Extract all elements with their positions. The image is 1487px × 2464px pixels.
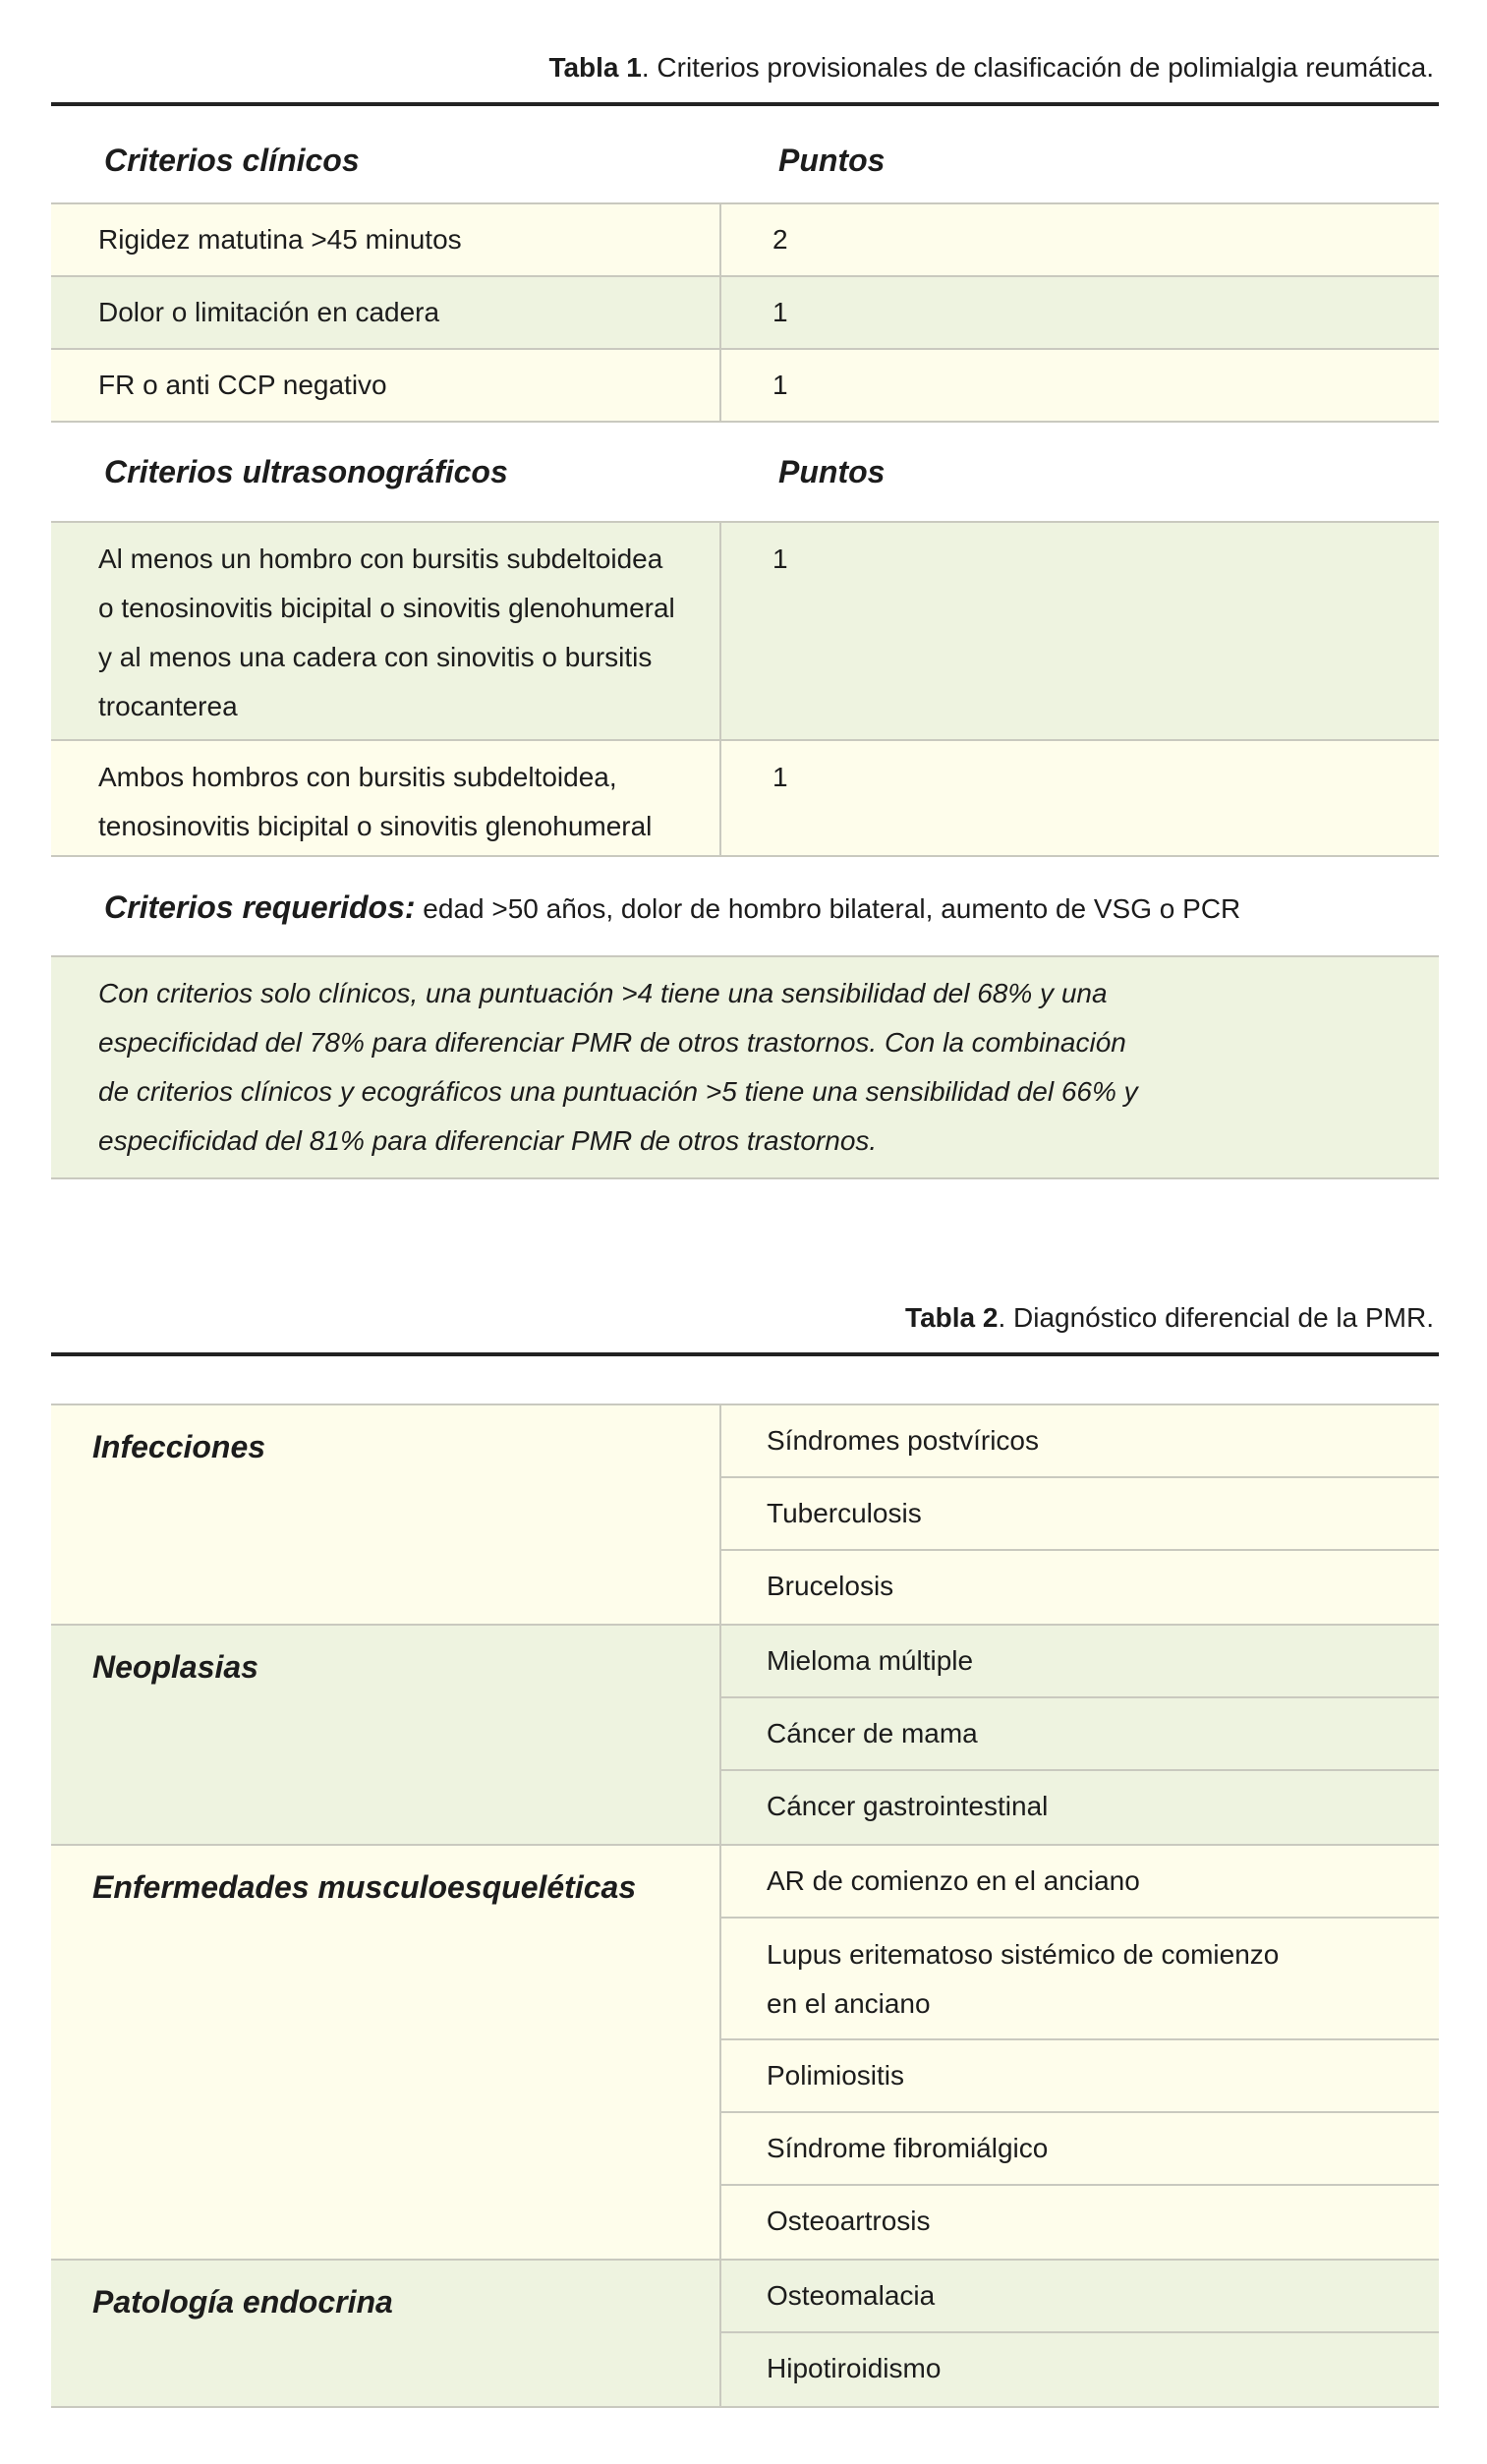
item-text: Osteomalacia: [767, 2280, 936, 2311]
list-item: [721, 1626, 1439, 1698]
clinical-header-row: [51, 106, 1439, 204]
table-row: [51, 350, 1439, 423]
group-neoplasias: [51, 1626, 1439, 1846]
criterion-line: Ambos hombros con bursitis subdeltoidea,: [98, 762, 617, 792]
table2-caption-text: . Diagnóstico diferencial de la PMR.: [998, 1302, 1434, 1333]
table1-caption-text: . Criterios provisionales de clasificación de polimialgia reumática.: [641, 52, 1434, 83]
points-cell: 1: [719, 523, 1439, 739]
list-item: [721, 2333, 1439, 2406]
item-text: Tuberculosis: [767, 1498, 922, 1528]
ultra-header-row: [51, 423, 1439, 523]
criterion-cell: Dolor o limitación en cadera: [98, 297, 440, 327]
list-item: [721, 1771, 1439, 1844]
list-item: [721, 1405, 1439, 1478]
table-row: [51, 277, 1439, 350]
criterion-cell: [51, 741, 719, 855]
ultra-header: Criterios ultrasonográficos: [104, 454, 508, 489]
list-item: [721, 2261, 1439, 2333]
item-text: Polimiositis: [767, 2060, 905, 2091]
table1-note: [51, 957, 1439, 1179]
table1-caption-label: Tabla 1: [548, 52, 642, 83]
item-text: Cáncer gastrointestinal: [767, 1791, 1049, 1821]
points-cell: 1: [719, 277, 1439, 348]
group-name: Neoplasias: [92, 1649, 258, 1685]
group-infecciones: [51, 1405, 1439, 1626]
note-line: de criterios clínicos y ecográficos una puntuación >5 tiene una sensibilidad del 66% y: [98, 1076, 1138, 1107]
group-name: Enfermedades musculoesqueléticas: [92, 1869, 637, 1905]
list-item: [721, 1919, 1439, 2040]
table1: [51, 106, 1439, 1179]
points-cell: 1: [719, 741, 1439, 855]
item-text: Síndrome fibromiálgico: [767, 2133, 1049, 2163]
group-items: [719, 1626, 1439, 1844]
criterion-line: y al menos una cadera con sinovitis o bursitis: [98, 642, 653, 672]
list-item: [721, 1698, 1439, 1771]
criterion-line: Al menos un hombro con bursitis subdeltoidea: [98, 544, 663, 574]
item-text: AR de comienzo en el anciano: [767, 1865, 1140, 1896]
list-item: [721, 1551, 1439, 1624]
group-name: Patología endocrina: [92, 2284, 393, 2320]
clinical-header: Criterios clínicos: [104, 143, 360, 178]
criterion-cell: FR o anti CCP negativo: [98, 370, 387, 400]
criterion-line: o tenosinovitis bicipital o sinovitis glenohumeral: [98, 593, 675, 623]
note-line: especificidad del 81% para diferenciar PMR de otros trastornos.: [98, 1125, 878, 1156]
table-row: [51, 741, 1439, 857]
table2-caption-label: Tabla 2: [905, 1302, 999, 1333]
table2-caption: [905, 1301, 1434, 1335]
group-endocrina: [51, 2261, 1439, 2408]
table-row: [51, 204, 1439, 277]
ultra-points-header: Puntos: [778, 454, 886, 489]
item-text: Osteoartrosis: [767, 2206, 931, 2236]
required-label: Criterios requeridos:: [104, 889, 416, 925]
group-items: [719, 1405, 1439, 1624]
required-text: edad >50 años, dolor de hombro bilateral, aumento de VSG o PCR: [415, 893, 1241, 924]
item-text-line: Lupus eritematoso sistémico de comienzo: [767, 1939, 1280, 1970]
criterion-cell: [51, 523, 719, 739]
points-header: Puntos: [778, 143, 886, 178]
group-items: [719, 2261, 1439, 2406]
points-cell: 2: [719, 204, 1439, 275]
criterion-line: trocanterea: [98, 691, 238, 721]
item-text-multiline: [721, 1919, 1439, 2029]
criterion-line: tenosinovitis bicipital o sinovitis glenohumeral: [98, 811, 653, 841]
item-text: Mieloma múltiple: [767, 1645, 974, 1676]
item-text: Hipotiroidismo: [767, 2353, 942, 2383]
item-text: Brucelosis: [767, 1571, 894, 1601]
list-item: [721, 2186, 1439, 2259]
list-item: [721, 1478, 1439, 1551]
item-text: Síndromes postvíricos: [767, 1425, 1039, 1456]
note-line: especificidad del 78% para diferenciar PMR de otros trastornos. Con la combinación: [98, 1027, 1126, 1058]
item-text: Cáncer de mama: [767, 1718, 978, 1748]
list-item: [721, 2040, 1439, 2113]
list-item: [721, 1846, 1439, 1919]
table2-top-rule: [51, 1352, 1439, 1356]
required-criteria: [51, 857, 1439, 957]
points-cell: 1: [719, 350, 1439, 421]
group-musculoesqueleticas: [51, 1846, 1439, 2261]
table1-caption: [548, 51, 1434, 85]
group-items: [719, 1846, 1439, 2259]
item-text-line: en el anciano: [767, 1988, 931, 2019]
criterion-cell: Rigidez matutina >45 minutos: [98, 224, 462, 255]
group-name: Infecciones: [92, 1429, 266, 1464]
list-item: [721, 2113, 1439, 2186]
note-line: Con criterios solo clínicos, una puntuación >4 tiene una sensibilidad del 68% y una: [98, 978, 1108, 1008]
table2: [51, 1404, 1439, 2408]
table-row: [51, 523, 1439, 741]
